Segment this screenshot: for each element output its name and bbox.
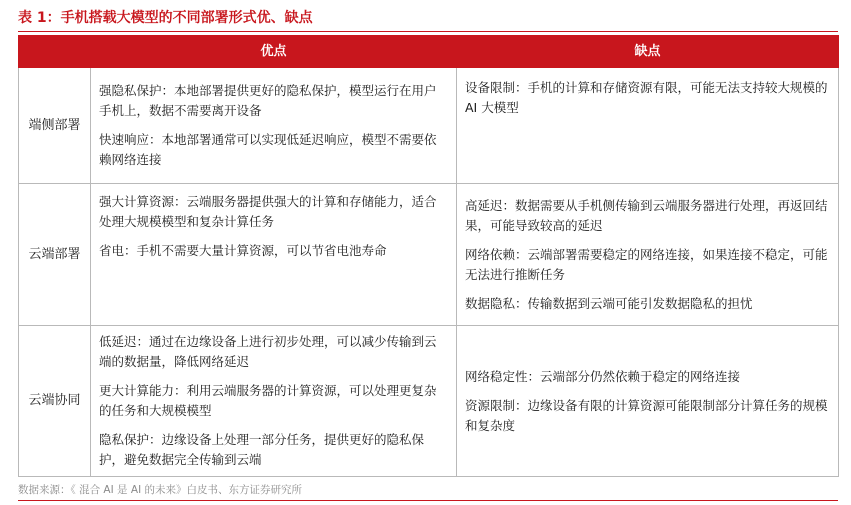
pros-item: 强大计算资源：云端服务器提供强大的计算和存储能力，适合处理大规模模型和复杂计算任务 bbox=[99, 194, 437, 229]
pros-cell bbox=[91, 184, 457, 326]
header-row bbox=[19, 36, 839, 68]
data-source-note: 数据来源：《 混合 AI 是 AI 的未来》白皮书、东方证券研究所 bbox=[18, 484, 302, 496]
pros-item: 低延迟：通过在边缘设备上进行初步处理，可以减少传输到云端的数据量，降低网络延迟 bbox=[99, 334, 437, 369]
comparison-table bbox=[18, 35, 839, 477]
pros-item: 省电：手机不需要大量计算资源，可以节省电池寿命 bbox=[99, 243, 387, 258]
cons-item: 数据隐私：传输数据到云端可能引发数据隐私的担忧 bbox=[465, 295, 753, 311]
table-row bbox=[19, 68, 839, 184]
pros-item: 强隐私保护：本地部署提供更好的隐私保护，模型运行在用户手机上，数据不需要离开设备 bbox=[99, 83, 437, 118]
caption-divider bbox=[18, 31, 838, 32]
table-row bbox=[19, 184, 839, 326]
cons-item: 设备限制：手机的计算和存储资源有限，可能无法支持较大规模的 AI 大模型 bbox=[465, 80, 828, 115]
table-row bbox=[19, 326, 839, 477]
pros-item: 隐私保护：边缘设备上处理一部分任务，提供更好的隐私保护，避免数据完全传输到云端 bbox=[99, 432, 425, 467]
bottom-divider bbox=[18, 500, 838, 501]
cons-cell bbox=[457, 326, 839, 477]
pros-item: 更大计算能力：利用云端服务器的计算资源，可以处理更复杂的任务和大规模模型 bbox=[99, 383, 437, 418]
table-caption: 表 1：手机搭载大模型的不同部署形式优、缺点 bbox=[18, 10, 313, 26]
cons-item: 高延迟：数据需要从手机侧传输到云端服务器进行处理，再返回结果，可能导致较高的延迟 bbox=[465, 197, 828, 233]
cons-cell bbox=[457, 184, 839, 326]
row-label-edge: 端侧部署 bbox=[19, 68, 91, 184]
pros-cell bbox=[91, 68, 457, 184]
cons-item: 资源限制：边缘设备有限的计算资源可能限制部分计算任务的规模和复杂度 bbox=[465, 397, 828, 433]
pros-item: 快速响应：本地部署通常可以实现低延迟响应，模型不需要依赖网络连接 bbox=[99, 132, 437, 167]
header-corner bbox=[19, 36, 91, 68]
cons-item: 网络稳定性：云端部分仍然依赖于稳定的网络连接 bbox=[465, 368, 741, 384]
row-label-cloud: 云端部署 bbox=[19, 184, 91, 326]
pros-cell bbox=[91, 326, 457, 477]
header-cons: 缺点 bbox=[457, 36, 839, 68]
cons-item: 网络依赖：云端部署需要稳定的网络连接，如果连接不稳定，可能无法进行推断任务 bbox=[465, 246, 828, 282]
row-label-collab: 云端协同 bbox=[19, 326, 91, 477]
cons-cell bbox=[457, 68, 839, 184]
header-pros: 优点 bbox=[91, 36, 457, 68]
